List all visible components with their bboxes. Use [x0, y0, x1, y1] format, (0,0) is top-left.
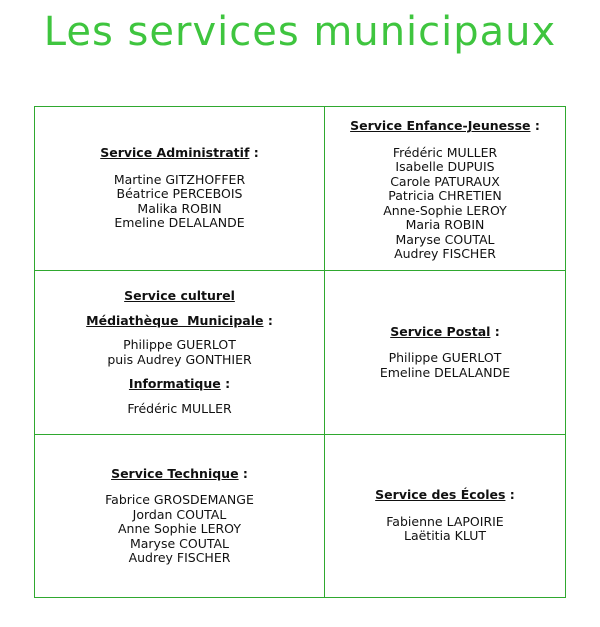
- page-title: Les services municipaux: [43, 9, 557, 55]
- staff-name: puis Audrey GONTHIER: [107, 351, 252, 367]
- cell-service-technique: [35, 435, 325, 597]
- staff-name: Maria ROBIN: [405, 217, 485, 232]
- heading-suffix: :: [220, 376, 231, 391]
- heading-mediatheque: [86, 314, 273, 329]
- staff-name: Philippe GUERLOT: [123, 337, 236, 352]
- services-table: [34, 106, 566, 598]
- heading-text: Service Enfance-Jeunesse: [350, 118, 531, 133]
- heading-suffix: :: [505, 487, 515, 503]
- heading-text: Service Technique: [111, 465, 239, 481]
- heading-suffix: :: [530, 118, 540, 133]
- heading-text: Service des Écoles: [375, 487, 506, 503]
- heading-text: Service Postal: [390, 323, 491, 339]
- staff-name: Emeline DELALANDE: [114, 215, 245, 231]
- heading-service-culturel: [124, 289, 235, 304]
- heading-suffix: :: [238, 465, 248, 481]
- heading-text: Informatique: [128, 376, 221, 391]
- heading-suffix: :: [490, 323, 500, 339]
- staff-name: Fabrice GROSDEMANGE: [105, 492, 254, 507]
- staff-name: Béatrice PERCEBOIS: [116, 186, 243, 202]
- staff-name: Anne-Sophie LEROY: [383, 202, 507, 218]
- cell-service-administratif: [35, 107, 325, 271]
- staff-name: Frédéric MULLER: [127, 400, 232, 416]
- heading-service-des-ecoles: [375, 488, 515, 503]
- heading-service-administratif: [100, 146, 259, 161]
- staff-name: Jordan COUTAL: [132, 506, 227, 522]
- heading-informatique: [129, 377, 230, 392]
- cell-service-postal: [325, 271, 565, 435]
- staff-name: Patricia CHRETIEN: [388, 188, 502, 203]
- heading-text: Service culturel: [124, 288, 235, 303]
- heading-service-technique: [111, 467, 248, 482]
- staff-name: Frédéric MULLER: [392, 144, 498, 160]
- heading-text: Médiathèque Municipale: [86, 312, 264, 328]
- staff-name: Maryse COUTAL: [395, 231, 495, 247]
- staff-name: Philippe GUERLOT: [388, 350, 502, 366]
- staff-name: Isabelle DUPUIS: [395, 159, 495, 174]
- staff-name: Audrey FISCHER: [394, 246, 496, 261]
- heading-service-enfance-jeunesse: [350, 119, 540, 134]
- staff-name: Maryse COUTAL: [129, 535, 230, 551]
- cell-service-culturel: [35, 271, 325, 435]
- staff-name: Anne Sophie LEROY: [118, 521, 241, 536]
- staff-name: Fabienne LAPOIRIE: [386, 513, 504, 529]
- heading-text: Service Administratif: [100, 145, 250, 161]
- staff-name: Martine GITZHOFFER: [113, 171, 246, 187]
- heading-suffix: :: [249, 145, 259, 161]
- cell-service-des-ecoles: [325, 435, 565, 597]
- cell-service-enfance-jeunesse: [325, 107, 565, 271]
- staff-name: Emeline DELALANDE: [379, 364, 511, 380]
- staff-name: Malika ROBIN: [137, 200, 222, 216]
- heading-suffix: :: [263, 312, 273, 328]
- staff-name: Audrey FISCHER: [128, 550, 231, 565]
- staff-name: Laëtitia KLUT: [403, 528, 487, 544]
- heading-service-postal: [390, 325, 500, 340]
- staff-name: Carole PATURAUX: [390, 173, 500, 189]
